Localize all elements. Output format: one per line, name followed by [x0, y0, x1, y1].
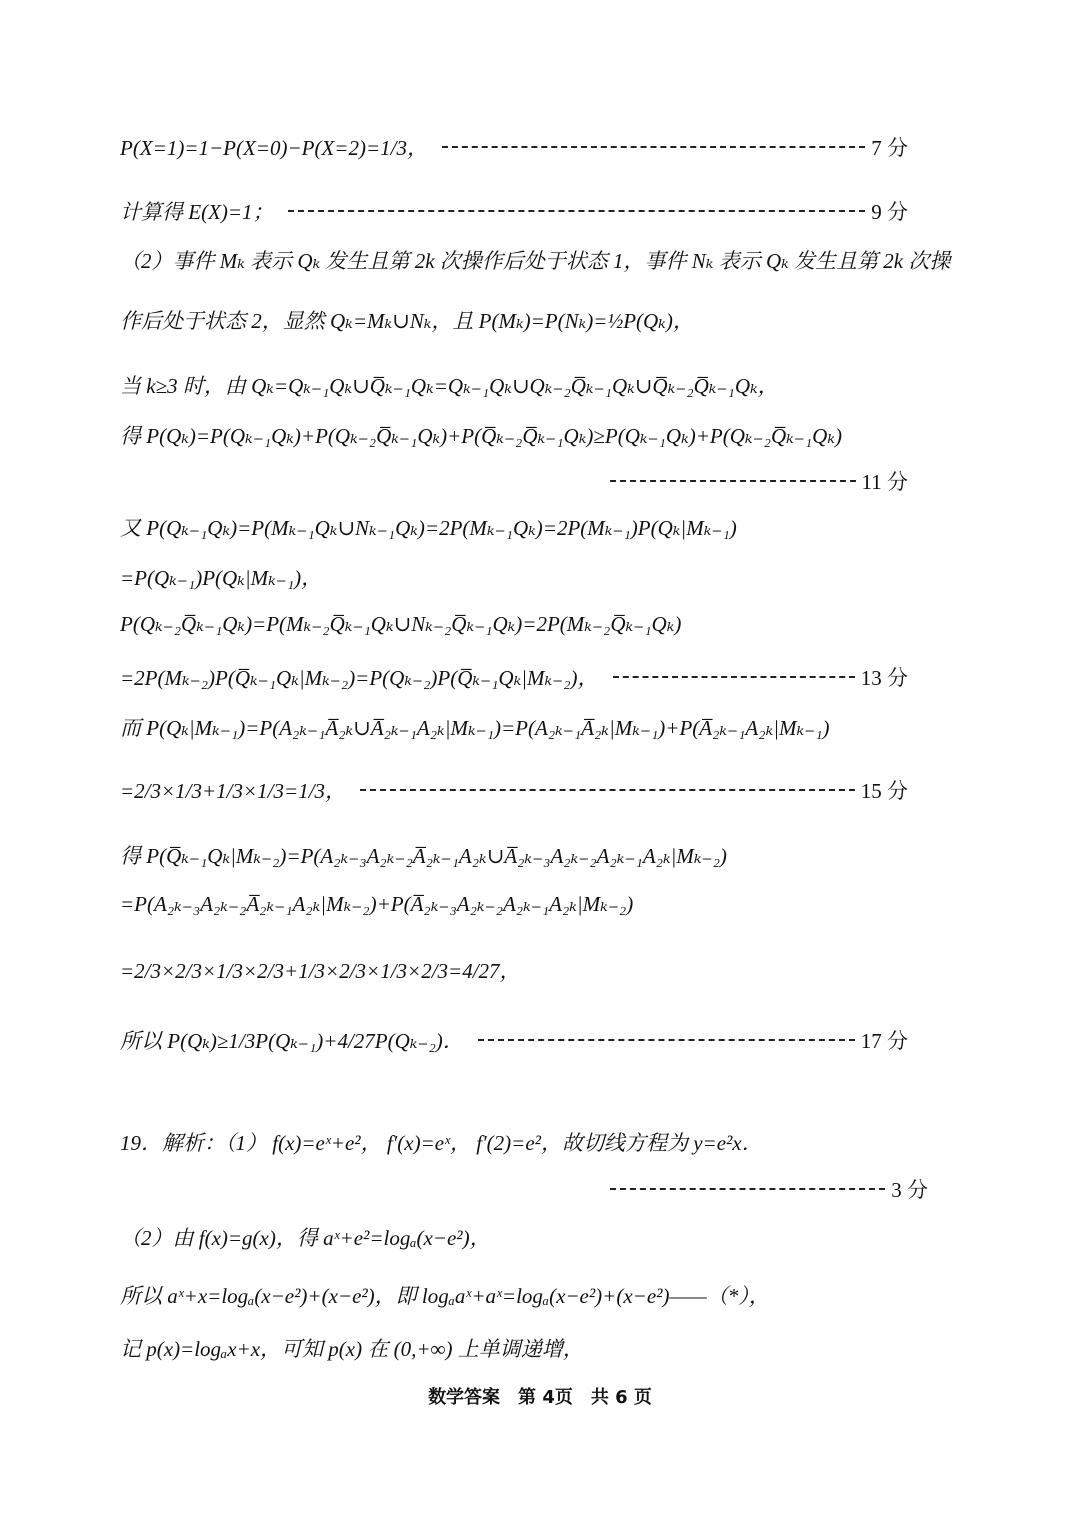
- line-1: P(X=1)=1−P(X=0)−P(X=2)=1/3， 7 分: [120, 132, 908, 162]
- line-19: [596, 1174, 928, 1204]
- score-label: 11 分: [861, 470, 908, 494]
- line-20: （2）由 f(x)=g(x)，得 aˣ+e²=logₐ(x−e²)，: [120, 1226, 491, 1250]
- score-label: 13 分: [860, 666, 908, 690]
- page-footer: 数学答案 第 4页 共 6 页: [428, 1387, 652, 1408]
- line-3: （2）事件 Mₖ 表示 Qₖ 发生且第 2k 次操作后处于状态 1，事件 Nₖ 表示 Qₖ 发生且第 2k 次操: [120, 249, 951, 273]
- line-4: 作后处于状态 2，显然 Qₖ=Mₖ∪Nₖ，且 P(Mₖ)=P(Nₖ)=½P(Qₖ)，: [120, 309, 694, 333]
- line-12: 而 P(Qₖ|Mₖ₋₁)=P(A₂ₖ₋₁A̅₂ₖ∪A̅₂ₖ₋₁A₂ₖ|Mₖ₋₁)=P(A₂ₖ₋₁A̅₂ₖ|Mₖ₋₁)+P(A̅₂ₖ₋₁A₂ₖ|Mₖ₋₁): [120, 716, 830, 740]
- line-9: =P(Qₖ₋₁)P(Qₖ|Mₖ₋₁)，: [120, 566, 323, 590]
- line-18: 19．解析：（1） f(x)=eˣ+e²， f′(x)=eˣ， f′(2)=e²，故切线方程为 y=e²x．: [120, 1131, 763, 1155]
- score-label: 9 分: [871, 200, 908, 224]
- line-17: 所以 P(Qₖ)≥1/3P(Qₖ₋₁)+4/27P(Qₖ₋₂)． 17 分: [120, 1025, 908, 1055]
- line-5: 当 k≥3 时，由 Qₖ=Qₖ₋₁Qₖ∪Q̅ₖ₋₁Qₖ=Qₖ₋₁Qₖ∪Qₖ₋₂Q̅ₖ₋₁Qₖ∪Q̅ₖ₋₂Q̅ₖ₋₁Qₖ，: [120, 374, 779, 398]
- score-label: 15 分: [860, 779, 908, 803]
- line-13: =2/3×1/3+1/3×1/3=1/3， 15 分: [120, 775, 908, 805]
- score-label: 3 分: [891, 1178, 928, 1202]
- line-6: 得 P(Qₖ)=P(Qₖ₋₁Qₖ)+P(Qₖ₋₂Q̅ₖ₋₁Qₖ)+P(Q̅ₖ₋₂Q̅ₖ₋₁Qₖ)≥P(Qₖ₋₁Qₖ)+P(Qₖ₋₂Q̅ₖ₋₁Qₖ): [120, 424, 842, 448]
- line-14: 得 P(Q̅ₖ₋₁Qₖ|Mₖ₋₂)=P(A₂ₖ₋₃A₂ₖ₋₂A̅₂ₖ₋₁A₂ₖ∪A̅₂ₖ₋₃A₂ₖ₋₂A₂ₖ₋₁A₂ₖ|Mₖ₋₂): [120, 844, 727, 868]
- score-label: 17 分: [860, 1029, 908, 1053]
- line-22: 记 p(x)=logₐx+x，可知 p(x) 在 (0,+∞) 上单调递增，: [120, 1337, 584, 1361]
- line-2: 计算得 E(X)=1； 9 分: [120, 196, 908, 226]
- line-21: 所以 aˣ+x=logₐ(x−e²)+(x−e²)，即 logₐaˣ+aˣ=logₐ(x−e²)+(x−e²)——（*），: [120, 1284, 770, 1308]
- line-8: 又 P(Qₖ₋₁Qₖ)=P(Mₖ₋₁Qₖ∪Nₖ₋₁Qₖ)=2P(Mₖ₋₁Qₖ)=2P(Mₖ₋₁)P(Qₖ|Mₖ₋₁): [120, 516, 737, 540]
- score-label: 7 分: [871, 136, 908, 160]
- line-11: =2P(Mₖ₋₂)P(Q̅ₖ₋₁Qₖ|Mₖ₋₂)=P(Qₖ₋₂)P(Q̅ₖ₋₁Qₖ|Mₖ₋₂)， 13 分: [120, 662, 908, 692]
- line-10: P(Qₖ₋₂Q̅ₖ₋₁Qₖ)=P(Mₖ₋₂Q̅ₖ₋₁Qₖ∪Nₖ₋₂Q̅ₖ₋₁Qₖ)=2P(Mₖ₋₂Q̅ₖ₋₁Qₖ): [120, 612, 682, 636]
- line-7: [596, 466, 908, 496]
- line-16: =2/3×2/3×1/3×2/3+1/3×2/3×1/3×2/3=4/27，: [120, 959, 521, 983]
- line-15: =P(A₂ₖ₋₃A₂ₖ₋₂A̅₂ₖ₋₁A₂ₖ|Mₖ₋₂)+P(A̅₂ₖ₋₃A₂ₖ₋₂A₂ₖ₋₁A₂ₖ|Mₖ₋₂): [120, 892, 634, 916]
